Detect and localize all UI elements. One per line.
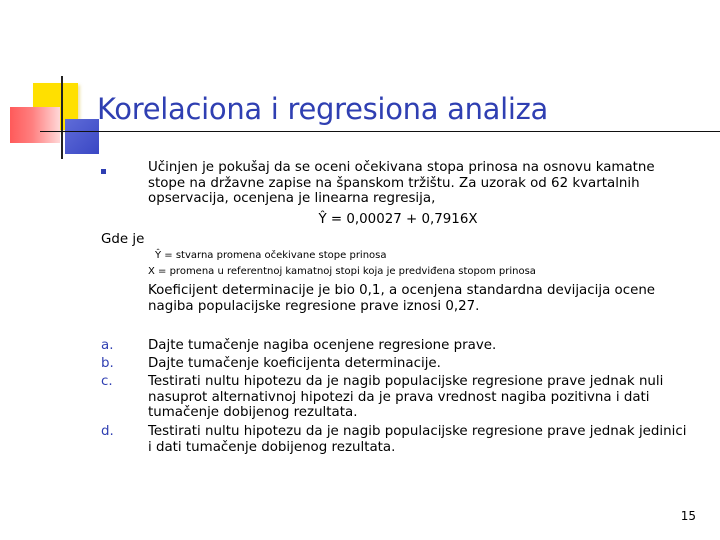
where-label: Gde je [101, 232, 145, 247]
question-label-b: b. [101, 356, 114, 371]
question-a: Dajte tumačenje nagiba ocenjene regresione prave. [148, 338, 497, 353]
regression-equation: Ŷ = 0,00027 + 0,7916X [318, 212, 478, 227]
slide-logo-decoration [0, 0, 110, 170]
slide-title: Korelaciona i regresiona analiza [97, 92, 549, 126]
logo-vertical-line [61, 76, 63, 159]
question-c: Testirati nultu hipotezu da je nagib populacijske regresione prave jednak nuli nasuprot alternativnoj hipotezi da je prava vrednost nagiba pozitivna i dati tumačenje dobijenog rezultata. [148, 374, 664, 421]
question-label-a: a. [101, 338, 114, 353]
logo-blue-square [65, 119, 99, 154]
coefficient-paragraph: Koeficijent determinacije je bio 0,1, a ocenjena standardna devijacija ocene nagiba populacijske regresione prave iznosi 0,27. [148, 283, 656, 314]
question-b: Dajte tumačenje koeficijenta determinacije. [148, 356, 441, 371]
logo-red-square [10, 107, 60, 143]
question-label-d: d. [101, 424, 114, 439]
intro-paragraph: Učinjen je pokušaj da se oceni očekivana stopa prinosa na osnovu kamatne stope na državne zapise na španskom tržištu. Za uzorak od 62 kvartalnih opservacija, ocenjena je linearna regresija, [148, 160, 655, 207]
definition-y: Ŷ = stvarna promena očekivane stope prinosa [155, 250, 387, 261]
question-d: Testirati nultu hipotezu da je nagib populacijske regresione prave jednak jedinici i dati tumačenje dobijenog rezultata. [148, 424, 687, 455]
title-underline [40, 131, 720, 132]
bullet-square-icon [101, 169, 106, 174]
page-number: 15 [680, 509, 696, 523]
definition-x: X = promena u referentnoj kamatnoj stopi koja je predviđena stopom prinosa [148, 266, 536, 277]
question-label-c: c. [101, 374, 113, 389]
